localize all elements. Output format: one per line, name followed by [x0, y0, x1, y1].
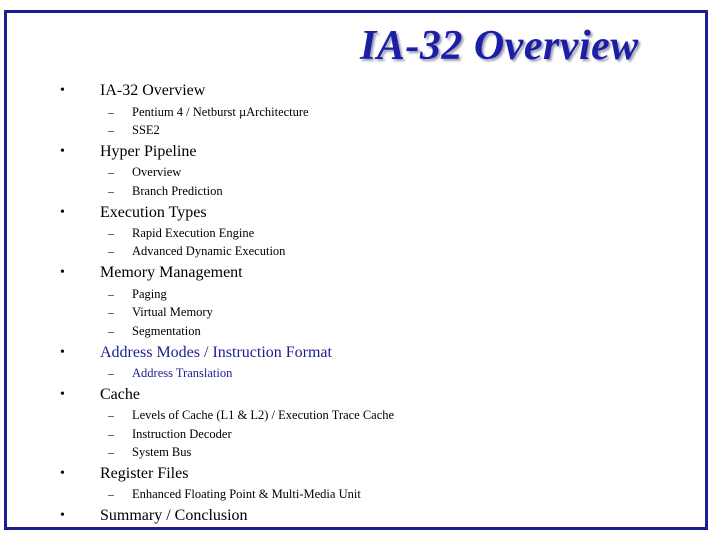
- sub-item-label: Virtual Memory: [132, 305, 213, 319]
- bullet-dot: •: [60, 508, 65, 523]
- sub-item-label: Levels of Cache (L1 & L2) / Execution Trace Cache: [132, 408, 395, 422]
- bullet-label: Hyper Pipeline: [100, 143, 197, 160]
- sub-item-label: Pentium 4 / Netburst µArchitecture: [132, 105, 309, 119]
- sub-item-label: Rapid Execution Engine: [132, 226, 255, 240]
- sub-item-label: Enhanced Floating Point & Multi-Media Unit: [132, 487, 361, 501]
- sub-item-label: Address Translation: [132, 366, 233, 380]
- slide-title: IA-32 Overview: [360, 23, 639, 69]
- bullet-label: Execution Types: [100, 204, 207, 221]
- dash: –: [108, 366, 114, 380]
- bullet-label: Summary / Conclusion: [100, 507, 248, 524]
- sub-item-label: Overview: [132, 165, 182, 179]
- dash: –: [108, 427, 114, 441]
- dash: –: [108, 487, 114, 501]
- sub-item-label: Segmentation: [132, 324, 201, 338]
- dash: –: [108, 105, 114, 119]
- sub-item-label: Advanced Dynamic Execution: [132, 244, 286, 258]
- dash: –: [108, 165, 114, 179]
- bullet-dot: •: [60, 387, 65, 402]
- dash: –: [108, 408, 114, 422]
- sub-item-label: Instruction Decoder: [132, 427, 232, 441]
- bullet-dot: •: [60, 144, 65, 159]
- bullet-dot: •: [60, 345, 65, 360]
- bullet-label: Cache: [100, 386, 140, 403]
- dash: –: [108, 324, 114, 338]
- dash: –: [108, 305, 114, 319]
- bullet-dot: •: [60, 205, 65, 220]
- sub-item-label: System Bus: [132, 445, 192, 459]
- dash: –: [108, 287, 114, 301]
- dash: –: [108, 226, 114, 240]
- dash: –: [108, 244, 114, 258]
- dash: –: [108, 445, 114, 459]
- dash: –: [108, 184, 114, 198]
- sub-item-label: Paging: [132, 287, 167, 301]
- bullet-label: Memory Management: [100, 264, 243, 281]
- sub-item-label: Branch Prediction: [132, 184, 223, 198]
- dash: –: [108, 123, 114, 137]
- sub-item-label: SSE2: [132, 123, 160, 137]
- bullet-label: Address Modes / Instruction Format: [100, 344, 332, 361]
- bullet-label: IA-32 Overview: [100, 82, 206, 99]
- bullet-label: Register Files: [100, 465, 189, 482]
- bullet-dot: •: [60, 83, 65, 98]
- bullet-dot: •: [60, 265, 65, 280]
- bullet-dot: •: [60, 466, 65, 481]
